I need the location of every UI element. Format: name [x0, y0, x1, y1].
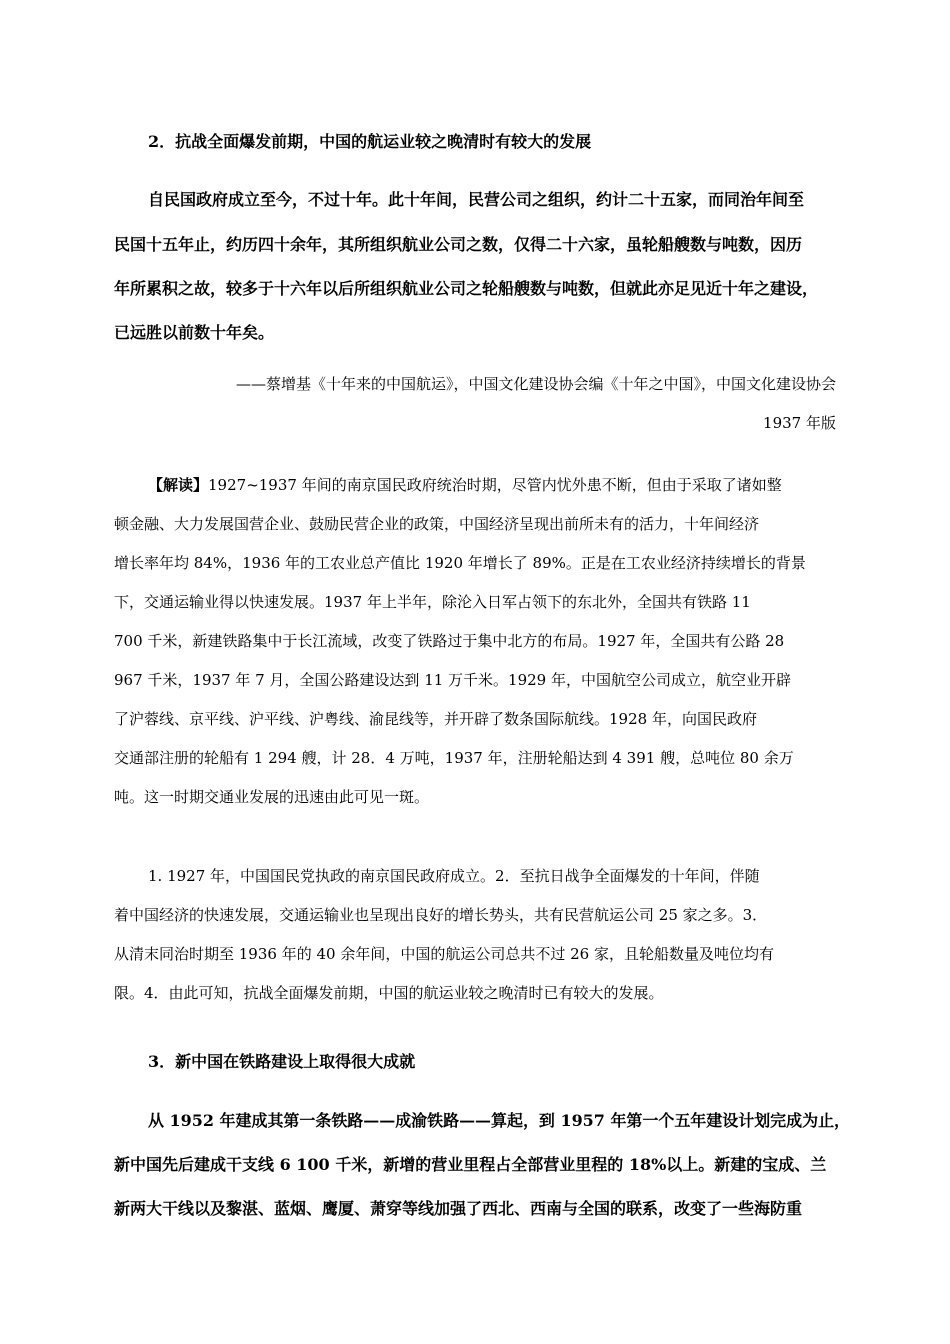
quote-line: 已远胜以前数十年矣。 [114, 323, 275, 342]
quote-line: 自民国政府成立至今，不过十年。此十年间，民营公司之组织，约计二十五家，而同治年间至 [148, 190, 805, 209]
quote-line: 新中国先后建成干支线 6 100 千米，新增的营业里程占全部营业里程的 18%以上。新建的宝成、兰 [114, 1155, 827, 1174]
interpretation-line: 下，交通运输业得以快速发展。1937 年上半年，除沦入日军占领下的东北外，全国共有铁路 11 [114, 593, 751, 611]
interpretation-text: 1927~1937 年间的南京国民政府统治时期，尽管内忧外患不断，但由于采取了诸如整 [208, 476, 782, 494]
interpretation-line: 增长率年均 84%，1936 年的工农业总产值比 1920 年增长了 89%。正是在工农业经济持续增长的背景 [114, 554, 806, 572]
summary-line: 限。4．由此可知，抗战全面爆发前期，中国的航运业较之晚清时已有较大的发展。 [114, 984, 664, 1002]
section-heading: 2．抗战全面爆发前期，中国的航运业较之晚清时有较大的发展 [148, 132, 592, 151]
section-heading: 3．新中国在铁路建设上取得很大成就 [148, 1052, 416, 1071]
source-attribution-year: 1937 年版 [763, 414, 836, 432]
summary-line: 着中国经济的快速发展，交通运输业也呈现出良好的增长势头，共有民营航运公司 25 家之多。3． [114, 906, 768, 924]
interpretation-line: 700 千米，新建铁路集中于长江流域，改变了铁路过于集中北方的布局。1927 年，全国共有公路 28 [114, 632, 785, 650]
interpretation-line: 交通部注册的轮船有 1 294 艘，计 28．4 万吨，1937 年，注册轮船达到 4 391 艘，总吨位 80 余万 [114, 749, 794, 767]
interpretation-line: 了沪蓉线、京平线、沪平线、沪粤线、渝昆线等，并开辟了数条国际航线。1928 年，向国民政府 [114, 710, 757, 728]
summary-line: 从清末同治时期至 1936 年的 40 余年间，中国的航运公司总共不过 26 家，且轮船数量及吨位均有 [114, 945, 774, 963]
interpretation-tag: 【解读】 [148, 476, 209, 494]
quote-line: 年所累积之故，较多于十六年以后所组织航业公司之轮船艘数与吨数，但就此亦足见近十年之建设， [114, 279, 819, 298]
interpretation-first-line [148, 474, 782, 495]
interpretation-line: 吨。这一时期交通业发展的迅速由此可见一斑。 [114, 788, 430, 806]
interpretation-line: 顿金融、大力发展国营企业、鼓励民营企业的政策，中国经济呈现出前所未有的活力，十年间经济 [114, 515, 760, 533]
quote-line: 新两大干线以及黎湛、蓝烟、鹰厦、萧穿等线加强了西北、西南与全国的联系，改变了一些海防重 [114, 1199, 803, 1218]
summary-line: 1. 1927 年，中国国民党执政的南京国民政府成立。2．至抗日战争全面爆发的十年间，伴随 [148, 867, 760, 885]
quote-line: 从 1952 年建成其第一条铁路——成渝铁路——算起，到 1957 年第一个五年建设计划完成为止， [148, 1111, 851, 1130]
interpretation-line: 967 千米，1937 年 7 月，全国公路建设达到 11 万千米。1929 年，中国航空公司成立，航空业开辟 [114, 671, 791, 689]
source-attribution: ——蔡增基《十年来的中国航运》，中国文化建设协会编《十年之中国》，中国文化建设协会 [235, 375, 836, 393]
quote-line: 民国十五年止，约历四十余年，其所组织航业公司之数，仅得二十六家，虽轮船艘数与吨数，因历 [114, 235, 803, 254]
